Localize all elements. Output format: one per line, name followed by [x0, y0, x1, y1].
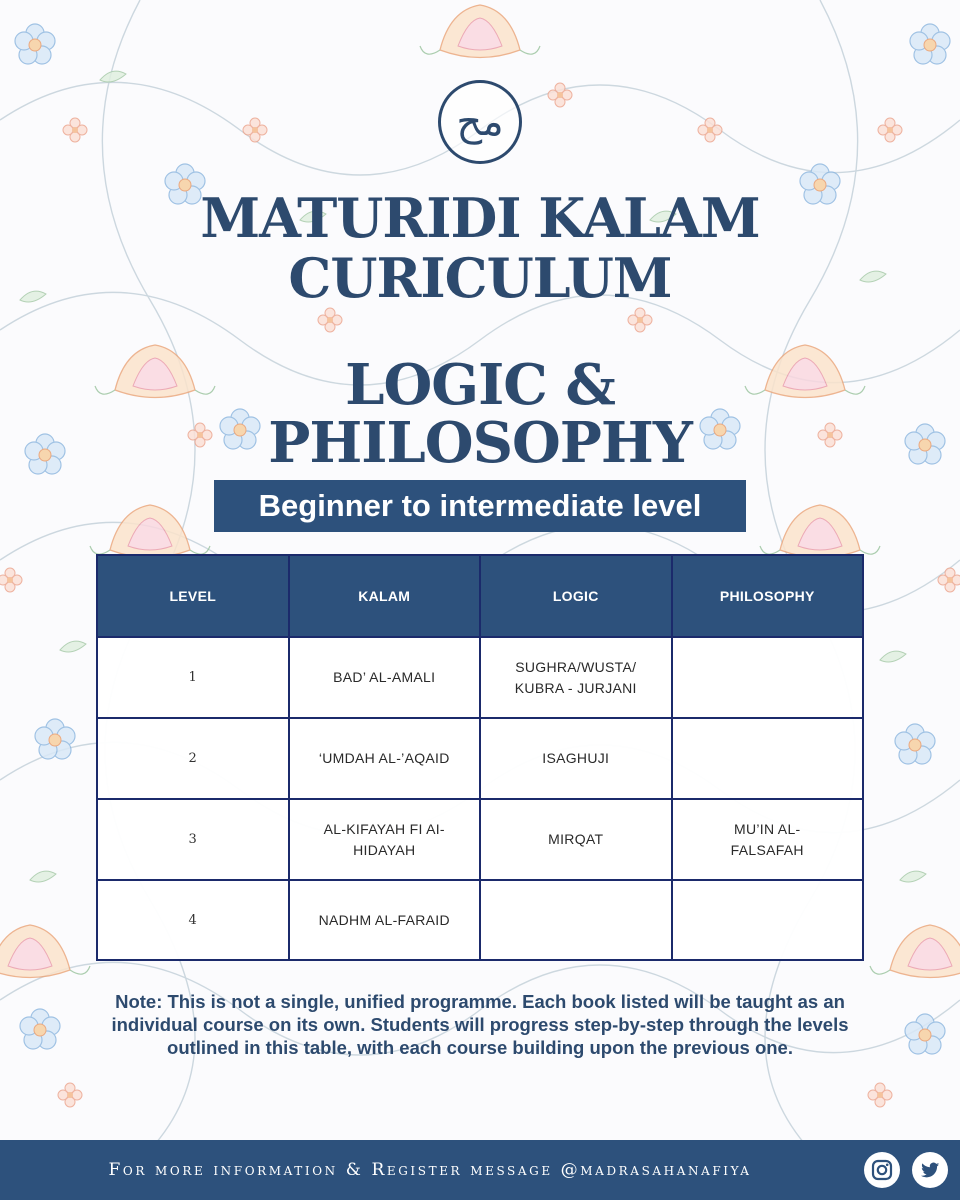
column-header-kalam: KALAM — [289, 555, 481, 637]
page-title-line-1: MATURIDI KALAM — [200, 186, 760, 250]
kalam-cell: AL-KIFAYAH FI AI-HIDAYAH — [289, 799, 481, 880]
table-row — [97, 799, 863, 880]
logic-cell: ISAGHUJI — [480, 718, 672, 799]
programme-note: Note: This is not a single, unified programme. Each book listed will be taught as an individual course on its own. Students will progress step-by-step through the levels outlined in this table, with each course building upon the previous one. — [111, 991, 849, 1058]
kalam-cell: NADHM AL-FARAID — [289, 880, 481, 960]
philosophy-cell — [672, 637, 864, 718]
level-cell: 1 — [97, 637, 289, 718]
logic-cell — [480, 880, 672, 960]
madrasah-logo — [438, 80, 522, 164]
philosophy-cell — [672, 718, 864, 799]
philosophy-cell — [672, 880, 864, 960]
instagram-icon[interactable] — [864, 1152, 900, 1188]
logo-monogram: مح — [456, 99, 504, 145]
logic-cell: MIRQAT — [480, 799, 672, 880]
subject-title-line-1: LOGIC & — [345, 352, 615, 418]
footer-contact-text: For more information & Register message @madrasahanafiya — [108, 1160, 752, 1180]
twitter-icon[interactable] — [912, 1152, 948, 1188]
column-header-philosophy: PHILOSOPHY — [672, 555, 864, 637]
footer-bar — [0, 1140, 960, 1200]
kalam-cell: BAD’ AL-AMALI — [289, 637, 481, 718]
table-row — [97, 637, 863, 718]
subject-title-line-2: PHILOSOPHY — [268, 410, 692, 476]
table-row — [97, 718, 863, 799]
level-cell: 4 — [97, 880, 289, 960]
table-header-row — [97, 555, 863, 637]
curriculum-table — [96, 554, 864, 961]
level-cell: 2 — [97, 718, 289, 799]
level-cell: 3 — [97, 799, 289, 880]
philosophy-cell: MU’IN AL-FALSAFAH — [672, 799, 864, 880]
kalam-cell: ‘UMDAH AL-’AQAID — [289, 718, 481, 799]
page-title-line-2: CURICULUM — [288, 246, 672, 310]
column-header-logic: LOGIC — [480, 555, 672, 637]
logic-cell: SUGHRA/WUSTA/ KUBRA - JURJANI — [480, 637, 672, 718]
column-header-level: LEVEL — [97, 555, 289, 637]
table-row — [97, 880, 863, 960]
level-badge: Beginner to intermediate level — [214, 480, 746, 532]
